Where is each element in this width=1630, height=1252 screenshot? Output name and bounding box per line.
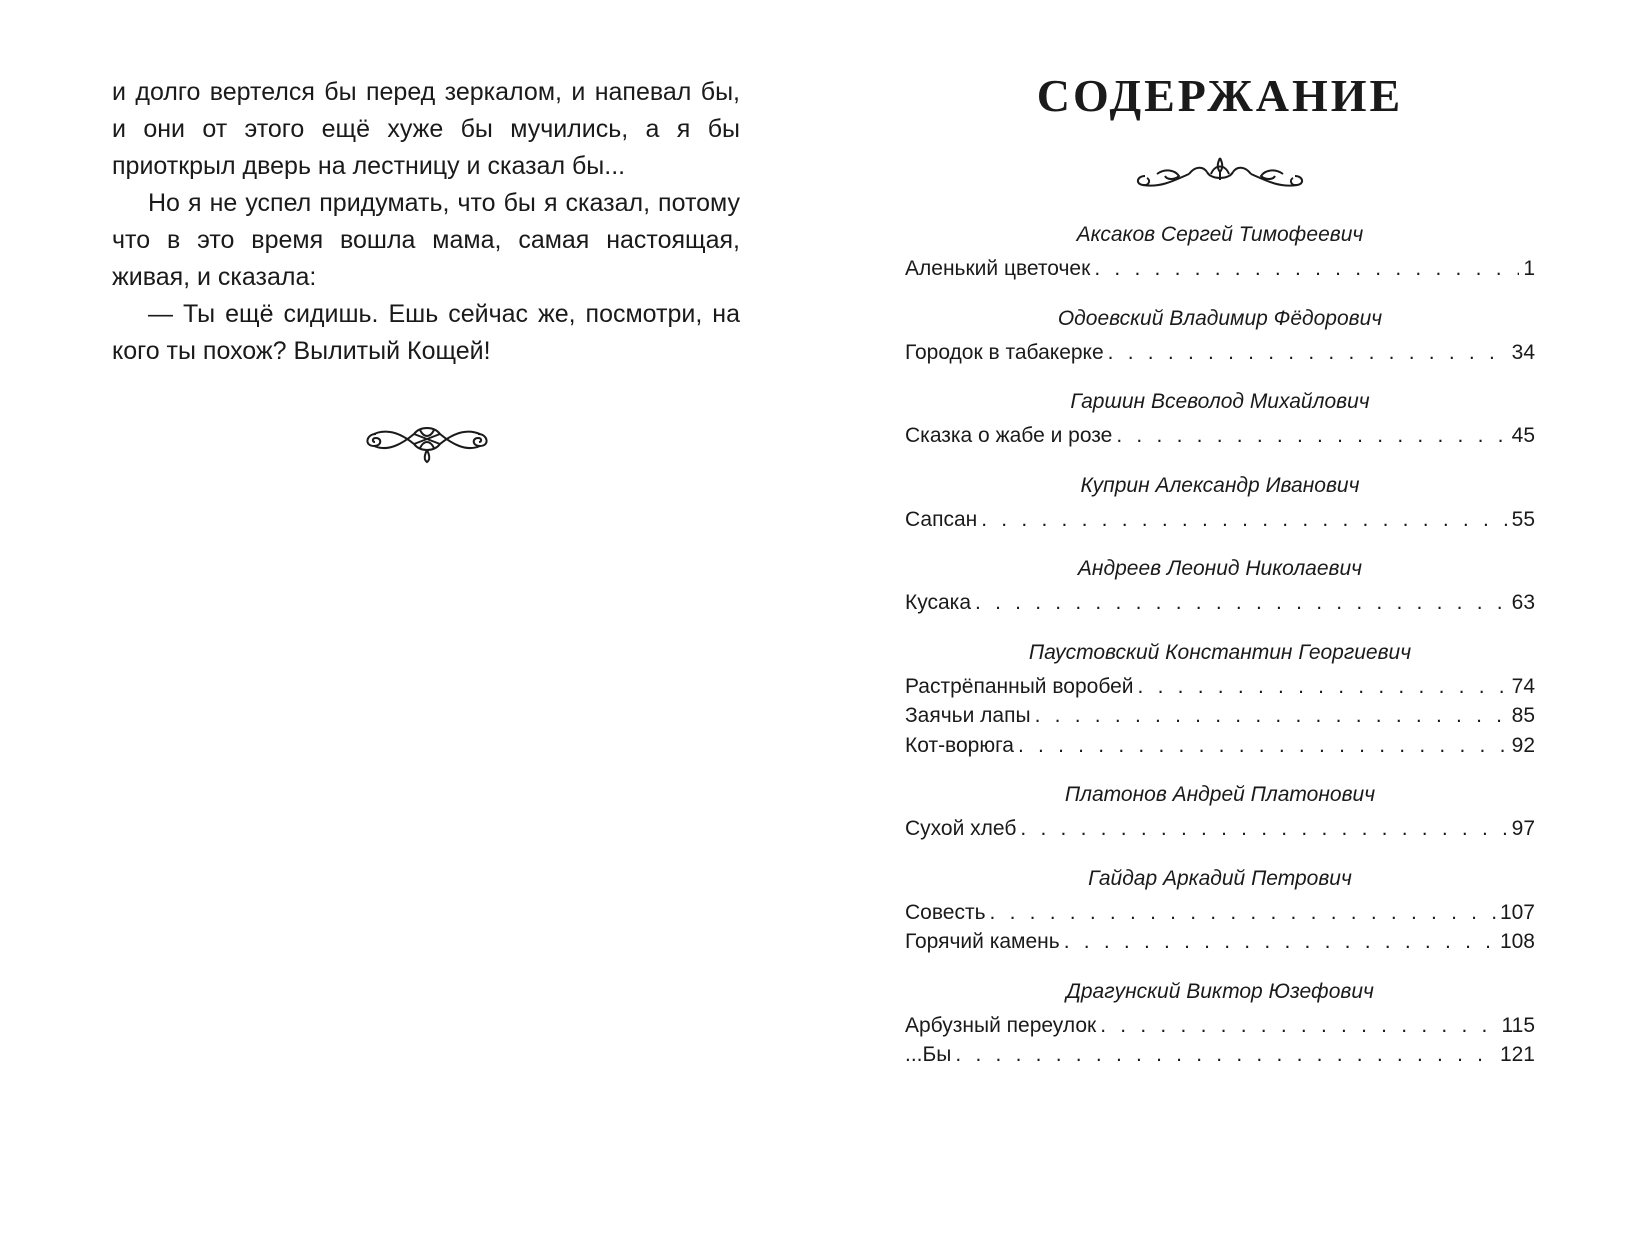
toc-entry-title: Сказка о жабе и розе [905,424,1113,447]
toc-entry-page: 121 [1499,1043,1535,1066]
toc-entry [905,898,1535,928]
flourish-ornament-icon [358,412,496,468]
toc-leader-dots [1094,254,1519,284]
toc-author: Куприн Александр Иванович [1080,473,1360,497]
toc-author-group [905,471,1535,535]
toc-leader-dots [981,505,1507,535]
toc-entry [905,421,1535,451]
toc-title: СОДЕРЖАНИЕ [1036,70,1404,121]
toc-entry-page: 85 [1511,704,1535,727]
toc-entry [905,254,1535,284]
toc-entry [905,927,1535,957]
toc-author: Гайдар Аркадий Петрович [1088,866,1352,890]
toc-entry [905,701,1535,731]
toc-entry-title: Городок в табакерке [905,340,1104,364]
toc-entry-title: Заячьи лапы [905,704,1031,727]
toc-author-group [905,977,1535,1070]
toc-leader-dots [1064,927,1496,957]
toc-entry-title: Совесть [905,900,986,924]
toc-leader-dots [1138,672,1508,702]
toc-entry [905,731,1535,761]
toc-author: Одоевский Владимир Фёдорович [1057,306,1383,330]
right-page [905,68,1535,1090]
toc-entry-title: Аленький цветочек [905,257,1091,280]
toc-entry [905,814,1535,844]
toc-author-group [905,780,1535,844]
toc-leader-dots [975,588,1508,618]
toc-entry-page: 34 [1511,340,1535,364]
toc-author-group [905,220,1535,284]
toc-author: Гаршин Всеволод Михайлович [1070,390,1370,413]
toc-author: Аксаков Сергей Тимофеевич [1076,223,1364,246]
toc-entry [905,1040,1535,1070]
toc-entry-title: Растрёпанный воробей [905,674,1134,698]
toc-leader-dots [1020,814,1507,844]
toc-entry-title: Сапсан [905,507,978,531]
toc-entry [905,672,1535,702]
toc-entry-page: 108 [1499,930,1535,953]
toc-entry-page: 63 [1511,591,1535,614]
toc-entry-page: 1 [1523,257,1535,280]
toc-entry-page: 45 [1511,424,1535,447]
toc-author: Паустовский Константин Георгиевич [1028,640,1412,664]
toc-leader-dots [1018,731,1508,761]
table-of-contents [905,220,1535,1070]
left-page [112,74,740,370]
toc-leader-dots [955,1040,1496,1070]
toc-leader-dots [1108,338,1508,368]
toc-author-group [905,638,1535,761]
toc-entry [905,588,1535,618]
toc-leader-dots [1116,421,1507,451]
toc-leader-dots [1100,1011,1497,1041]
story-paragraph-1: и долго вертелся бы перед зеркалом, и напевал бы, и они от этого ещё хуже бы мучились, а я бы приоткрыл дверь на лестницу и сказал бы... [112,78,740,180]
story-paragraph-3: — Ты ещё сидишь. Ешь сейчас же, посмотри, на кого ты похож? Вылитый Кощей! [112,300,740,365]
toc-entry [905,338,1535,368]
story-paragraph-2: Но я не успел придумать, что бы я сказал, потому что в это время вошла мама, самая настоящая, живая, и сказала: [112,189,740,291]
toc-author-group [905,304,1535,368]
flourish-divider-icon [1131,150,1309,194]
toc-entry-title: Кусака [905,591,972,614]
story-text [112,74,740,370]
toc-author: Драгунский Виктор Юзефович [1066,979,1374,1003]
toc-author-group [905,387,1535,451]
toc-leader-dots [1035,701,1508,731]
toc-entry-title: Кот-ворюга [905,733,1014,757]
toc-author: Платонов Андрей Платонович [1064,783,1376,806]
toc-entry [905,505,1535,535]
toc-author: Андреев Леонид Николаевич [1077,557,1363,580]
toc-entry-page: 115 [1501,1013,1535,1037]
toc-entry-page: 97 [1511,817,1535,840]
toc-entry-page: 107 [1499,900,1535,924]
toc-entry-title: Сухой хлеб [905,817,1017,840]
toc-entry-page: 92 [1511,733,1535,757]
toc-leader-dots [990,898,1496,928]
toc-entry-page: 55 [1511,507,1535,531]
toc-author-group [905,554,1535,618]
toc-entry-title: Арбузный переулок [905,1013,1097,1037]
toc-entry-page: 74 [1511,674,1535,698]
toc-author-group [905,864,1535,957]
toc-entry-title: Горячий камень [905,930,1060,953]
toc-entry-title: ...Бы [905,1043,952,1066]
toc-entry [905,1011,1535,1041]
